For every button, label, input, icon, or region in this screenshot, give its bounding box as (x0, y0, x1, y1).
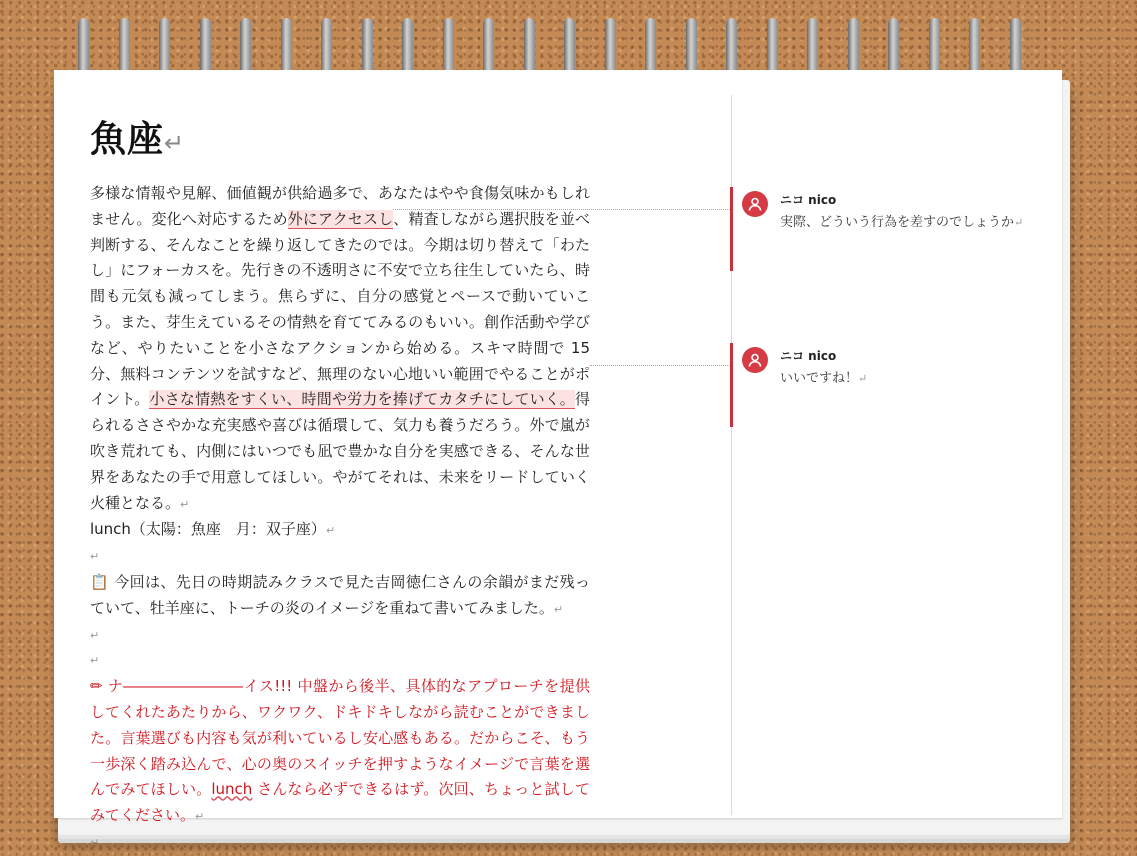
paragraph-3 (90, 570, 590, 623)
paragraph-2 (90, 517, 590, 544)
comment-highlight-2[interactable]: 小さな情熱をすくい、時間や労力を捧げてカタチにしていく。 (149, 390, 575, 409)
spellcheck-word[interactable]: lunch (211, 780, 253, 799)
paragraph-mark: ↵ (325, 524, 336, 538)
pencil-icon: ✏ (90, 677, 103, 696)
comment-text: 実際、どういう行為を差すのでしょうか↵ (780, 215, 1024, 230)
paragraph-mark: ↵ (553, 602, 564, 616)
paragraph-mark: ↵ (180, 497, 190, 511)
document-title (90, 112, 590, 171)
user-avatar-icon (742, 191, 768, 217)
document-body[interactable] (90, 112, 590, 856)
comment-connector-1 (393, 209, 730, 210)
empty-paragraph: ↵ (90, 628, 100, 642)
comment-bar (730, 343, 733, 427)
comment-text: いいですね！↵ (780, 371, 868, 386)
comment-card-1[interactable] (730, 187, 1050, 271)
paragraph-mark: ↵ (164, 129, 186, 157)
title-text: 魚座 (90, 119, 165, 160)
comment-bar (730, 187, 733, 271)
comment-author: ニコ nico (780, 193, 837, 207)
review-text: ナ――――――――イス!!! 中盤から後半、具体的なアプローチを提供してくれたあたりから、ワクワク、ドキドキしながら読むことができました。言葉選びも内容も気が利いているし安心感もある。だからこそ、もう一歩深く踏み込んで、心の奥のスイッチを押すようなイメージで言葉を選んでみてほしい。 (90, 677, 590, 799)
comment-highlight-1[interactable]: 外にアクセスし (287, 209, 394, 228)
note-text: 今回は、先日の時期読みクラスで見た吉岡徳仁さんの余韻がまだ残っていて、牡羊座に、トーチの炎のイメージを重ねて書いてみました。 (90, 572, 590, 617)
empty-paragraph: ↵ (90, 835, 100, 849)
paragraph-text: 多様な情報や見解、価値観が供給過多で、あなたはやや食傷気味かもしれません。変化へ対応するため (90, 184, 590, 228)
paragraph-1 (90, 181, 590, 517)
paragraph-text: 、精査しながら選択肢を並べ判断する、そんなことを繰り返してきたのでは。今期は切り替えて「わたし」にフォーカスを。先行きの不透明さに不安で立ち往生していたら、時間も元気も減ってしまう。焦らずに、自分の感覚とペースで動いていこう。また、芽生えているその情熱を育ててみるのもいい。創作活動や学びなど、やりたいことを小さなアクションから始める。スキマ時間で 15 分、無料コンテンツを試すなど、無理のない心地いい範囲でやることがポイント。 (90, 209, 590, 409)
clipboard-icon: 📋 (90, 572, 110, 591)
review-text: さんなら必ずできるはず。次回、ちょっと試してみてください。 (90, 780, 590, 825)
empty-paragraph: ↵ (90, 654, 100, 668)
paragraph-mark: ↵ (195, 810, 205, 824)
comment-card-2[interactable] (730, 343, 1050, 427)
user-avatar-icon (742, 347, 768, 373)
author-line: lunch（太陽：魚座 月：双子座） (90, 520, 326, 539)
empty-paragraph: ↵ (90, 550, 100, 564)
paragraph-text: 得られるささやかな充実感や喜びは循環して、気力も養うだろう。外で嵐が吹き荒れても、内側にはいつでも凪で豊かな自分を実感できる、そんな世界をあなたの手で用意してほしい。やがてそれは、未来をリードしていく火種となる。 (90, 390, 590, 512)
comment-connector-2 (590, 365, 730, 366)
paragraph-4-review (90, 674, 590, 830)
comment-author: ニコ nico (780, 349, 837, 363)
